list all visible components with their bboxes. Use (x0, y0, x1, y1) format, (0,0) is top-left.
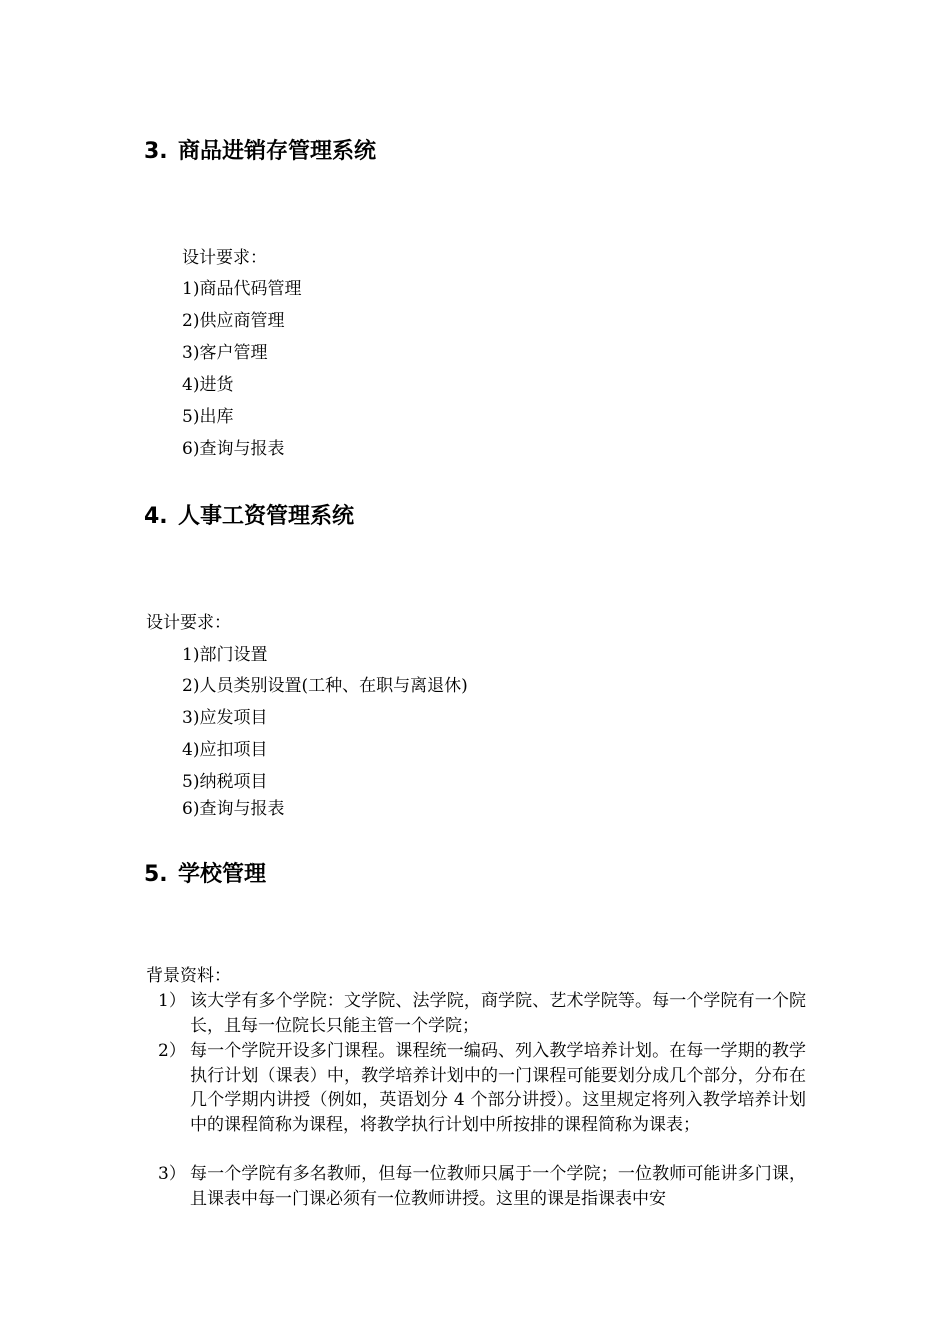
background-item-2-text: 每一个学院开设多门课程。课程统一编码、列入教学培养计划。在每一学期的教学执行计划（课表）中，教学培养计划中的一门课程可能要划分成几个部分，分布在几个学期内讲授（例如，英语划分 4 个部分讲授）。这里规定将列入教学培养计划中的课程简称为课程，将教学执行计划中所按排的课程简称为课表； (190, 1041, 806, 1135)
section-5-heading (144, 861, 266, 889)
section-3-item-3: 3)客户管理 (182, 343, 268, 363)
section-3-number: 3. (144, 139, 168, 164)
section-3-item-2: 2)供应商管理 (182, 311, 285, 331)
section-5-title: 学校管理 (178, 862, 267, 887)
section-3-item-1: 1)商品代码管理 (182, 279, 302, 299)
section-4-item-6: 6)查询与报表 (182, 799, 285, 819)
section-4-item-4: 4)应扣项目 (182, 740, 268, 760)
background-item-3-marker: 3） (158, 1164, 186, 1184)
section-4-item-5: 5)纳税项目 (182, 772, 268, 792)
section-5-number: 5. (144, 862, 168, 887)
background-item-3-text: 每一个学院有多名教师，但每一位教师只属于一个学院；一位教师可能讲多门课，且课表中每一门课必须有一位教师讲授。这里的课是指课表中安 (190, 1164, 806, 1209)
section-4-heading (144, 503, 354, 531)
background-item-1 (146, 989, 806, 1038)
background-item-3 (146, 1162, 806, 1211)
section-3-title: 商品进销存管理系统 (178, 139, 377, 164)
section-3-requirements-label: 设计要求： (182, 248, 267, 268)
background-item-1-marker: 1） (158, 991, 186, 1011)
section-4-title: 人事工资管理系统 (178, 504, 355, 529)
section-4-requirements-label: 设计要求： (146, 613, 231, 633)
section-3-heading (144, 138, 376, 166)
section-4-item-1: 1)部门设置 (182, 645, 268, 665)
section-3-item-5: 5)出库 (182, 407, 234, 427)
section-3-item-4: 4)进货 (182, 375, 234, 395)
section-5-background-label: 背景资料： (146, 966, 231, 986)
background-item-1-text: 该大学有多个学院：文学院、法学院，商学院、艺术学院等。每一个学院有一个院长，且每一位院长只能主管一个学院； (190, 991, 806, 1036)
section-4-number: 4. (144, 504, 168, 529)
background-item-2 (146, 1039, 806, 1137)
section-4-item-2: 2)人员类别设置(工种、在职与离退休) (182, 676, 468, 696)
background-item-2-marker: 2） (158, 1041, 186, 1061)
section-3-item-6: 6)查询与报表 (182, 439, 285, 459)
section-4-item-3: 3)应发项目 (182, 708, 268, 728)
